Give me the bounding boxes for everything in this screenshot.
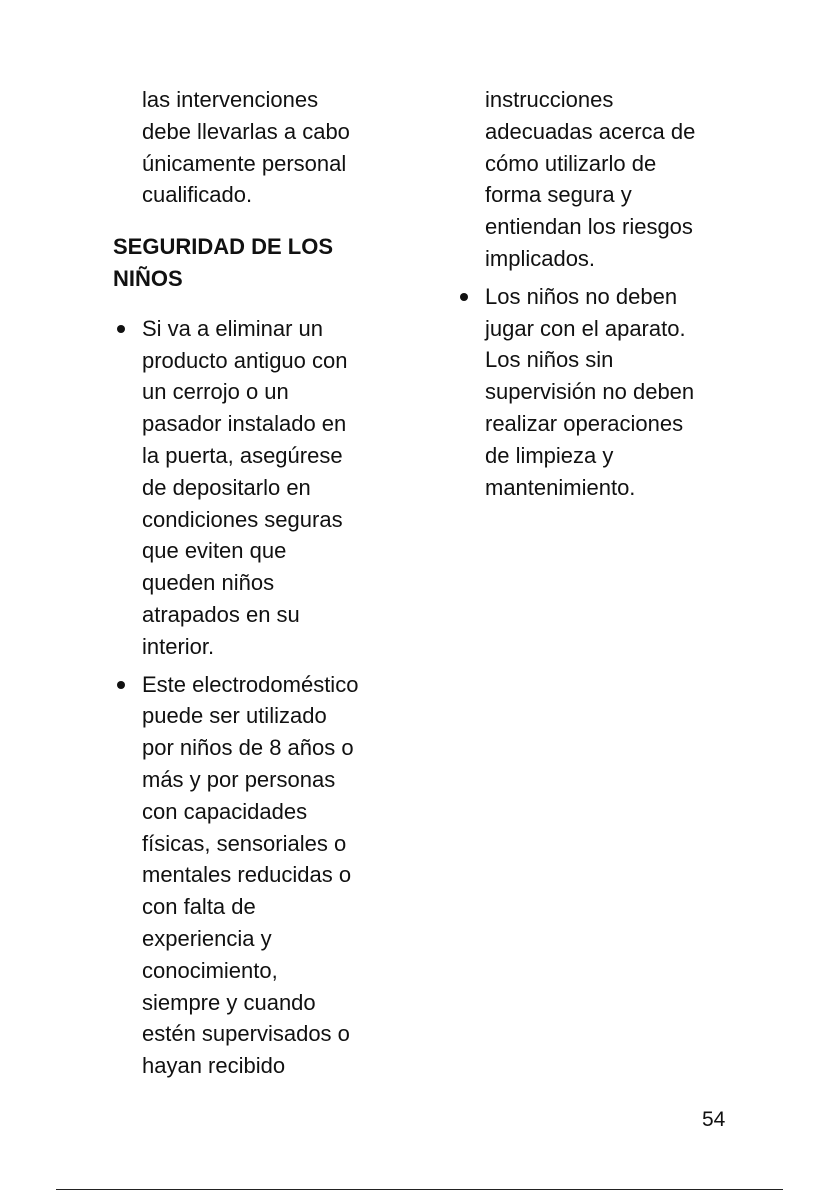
bullet-item-no-play — [456, 281, 731, 504]
text-line: atrapados en su — [142, 601, 300, 627]
text-line: siempre y cuando — [142, 989, 316, 1015]
text-line: puede ser utilizado — [142, 703, 327, 729]
text-line: mentales reducidas o — [142, 862, 352, 888]
text-line: estén supervisados o — [142, 1021, 350, 1047]
text-line: la puerta, asegúrese — [142, 442, 343, 468]
text-line: forma segura y — [485, 182, 632, 208]
text-line: implicados. — [485, 245, 596, 271]
text-line: supervisión no deben — [485, 379, 695, 405]
text-line: cualificado. — [142, 182, 253, 208]
text-line: pasador instalado en — [142, 411, 347, 437]
text-line: un cerrojo o un — [142, 379, 289, 405]
text-line: con falta de — [142, 894, 256, 920]
text-line: debe llevarlas a cabo — [142, 118, 350, 144]
text-line: hayan recibido — [142, 1053, 286, 1079]
text-line: conocimiento, — [142, 957, 278, 983]
text-line: por niños de 8 años o — [142, 735, 354, 761]
text-line: Si va a eliminar un — [142, 315, 323, 341]
text-line: producto antiguo con — [142, 347, 348, 373]
bullet-item-children-use — [113, 669, 388, 1082]
right-column — [456, 84, 731, 503]
text-line: las intervenciones — [142, 87, 319, 112]
bullet-item-old-appliance — [113, 313, 388, 663]
text-line: experiencia y — [142, 925, 272, 951]
text-line: jugar con el aparato. — [485, 315, 686, 341]
text-line: más y por personas — [142, 766, 336, 792]
text-line: únicamente personal — [142, 150, 347, 176]
text-line: condiciones seguras — [142, 506, 343, 532]
text-line: Los niños no deben — [485, 283, 678, 309]
left-continuation-paragraph — [113, 84, 388, 211]
text-line: mantenimiento. — [485, 474, 636, 500]
text-line: realizar operaciones — [485, 410, 684, 436]
section-heading — [113, 231, 388, 295]
text-line: Los niños sin — [485, 347, 614, 373]
text-line: adecuadas acerca de — [485, 118, 696, 144]
text-line: de limpieza y — [485, 442, 614, 468]
text-line: con capacidades — [142, 798, 308, 824]
text-line: que eviten que — [142, 538, 287, 564]
text-line: de depositarlo en — [142, 474, 311, 500]
page-number: 54 — [702, 1108, 726, 1131]
text-line: instrucciones — [485, 87, 614, 112]
footer-divider — [56, 1189, 783, 1190]
heading-line: SEGURIDAD DE LOS — [113, 234, 334, 260]
text-line: Este electrodoméstico — [142, 671, 359, 697]
right-continuation-paragraph — [456, 84, 731, 275]
heading-line: NIÑOS — [113, 265, 183, 291]
text-line: físicas, sensoriales o — [142, 830, 347, 856]
text-line: interior. — [142, 633, 215, 659]
text-line: entiendan los riesgos — [485, 214, 693, 240]
text-line: cómo utilizarlo de — [485, 150, 657, 176]
text-line: queden niños — [142, 570, 275, 596]
left-column — [113, 84, 388, 1082]
